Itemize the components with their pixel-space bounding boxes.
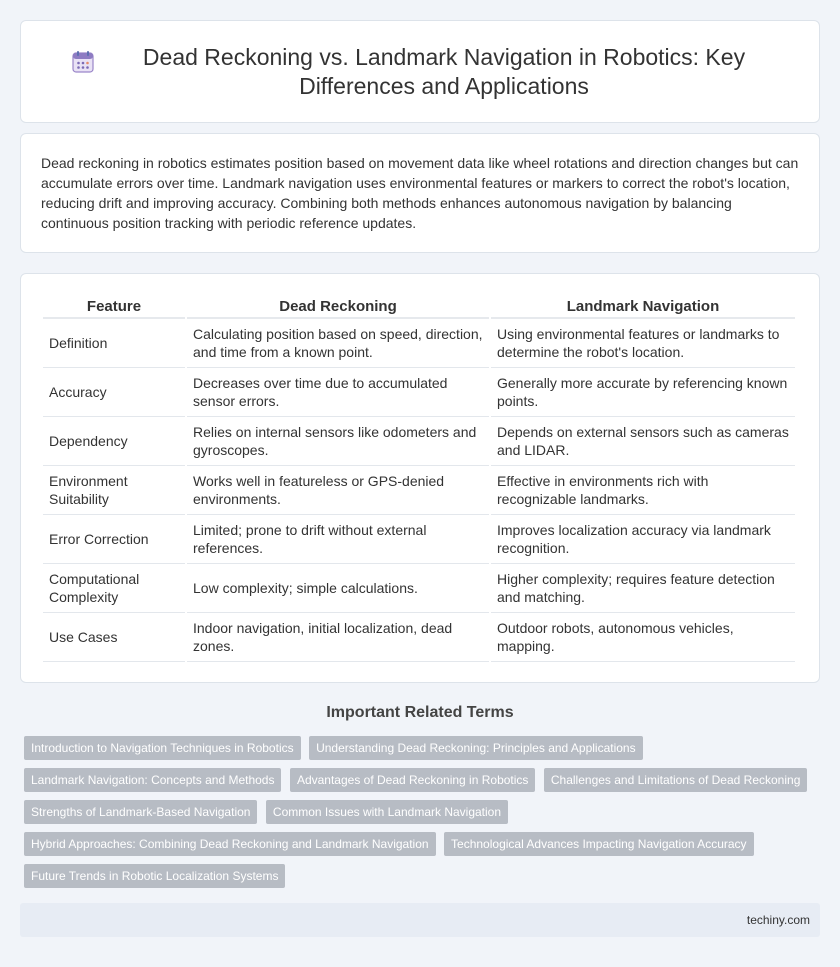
related-term-tag[interactable]: Understanding Dead Reckoning: Principles and Applications [309,736,643,760]
landmark-cell: Improves localization accuracy via landmark recognition. [491,515,795,564]
related-term-tag[interactable]: Technological Advances Impacting Navigation Accuracy [444,832,754,856]
feature-cell: Definition [43,319,185,368]
column-header-feature: Feature [43,295,185,319]
landmark-cell: Outdoor robots, autonomous vehicles, mapping. [491,613,795,662]
intro-card [20,133,820,253]
dead-reckoning-cell: Works well in featureless or GPS-denied environments. [187,466,489,515]
table-row [43,319,795,368]
landmark-cell: Effective in environments rich with recognizable landmarks. [491,466,795,515]
dead-reckoning-cell: Low complexity; simple calculations. [187,564,489,613]
dead-reckoning-cell: Relies on internal sensors like odometers and gyroscopes. [187,417,489,466]
feature-cell: Environment Suitability [43,466,185,515]
page-title: Dead Reckoning vs. Landmark Navigation in Robotics: Key Differences and Applications [142,43,746,99]
related-term-tag[interactable]: Landmark Navigation: Concepts and Methods [24,768,281,792]
related-term-tag[interactable]: Hybrid Approaches: Combining Dead Reckoning and Landmark Navigation [24,832,436,856]
table-row [43,368,795,417]
intro-paragraph: Dead reckoning in robotics estimates position based on movement data like wheel rotations and direction changes but can accumulate errors over time. Landmark navigation uses environmental features or markers to correct the robot's location, reducing drift and improving accuracy. Combining both methods enhances autonomous navigation by balancing continuous position tracking with periodic reference updates. [41,155,799,231]
comparison-card [20,273,820,683]
table-row [43,564,795,613]
table-row [43,515,795,564]
related-term-tag[interactable]: Challenges and Limitations of Dead Reckoning [544,768,808,792]
column-header-dead-reckoning: Dead Reckoning [187,295,489,319]
related-term-tag[interactable]: Advantages of Dead Reckoning in Robotics [290,768,535,792]
feature-cell: Accuracy [43,368,185,417]
related-term-tag[interactable]: Future Trends in Robotic Localization Systems [24,864,285,888]
footer [20,903,820,937]
related-term-tag[interactable]: Introduction to Navigation Techniques in Robotics [24,736,301,760]
calendar-icon [70,49,96,75]
table-header-row [43,295,795,319]
column-header-landmark-navigation: Landmark Navigation [491,295,795,319]
dead-reckoning-cell: Calculating position based on speed, direction, and time from a known point. [187,319,489,368]
feature-cell: Use Cases [43,613,185,662]
table-row [43,417,795,466]
landmark-cell: Depends on external sensors such as cameras and LIDAR. [491,417,795,466]
related-terms-heading: Important Related Terms [326,704,514,721]
dead-reckoning-cell: Limited; prone to drift without external references. [187,515,489,564]
landmark-cell: Using environmental features or landmarks to determine the robot's location. [491,319,795,368]
related-terms-list [24,736,814,896]
related-term-tag[interactable]: Strengths of Landmark-Based Navigation [24,800,257,824]
comparison-table [41,295,797,662]
title-card [20,20,820,123]
table-row [43,613,795,662]
feature-cell: Dependency [43,417,185,466]
landmark-cell: Generally more accurate by referencing known points. [491,368,795,417]
dead-reckoning-cell: Indoor navigation, initial localization, dead zones. [187,613,489,662]
table-row [43,466,795,515]
footer-site-link[interactable]: techiny.com [746,913,810,927]
title-wrap [70,43,770,101]
dead-reckoning-cell: Decreases over time due to accumulated sensor errors. [187,368,489,417]
feature-cell: Computational Complexity [43,564,185,613]
landmark-cell: Higher complexity; requires feature detection and matching. [491,564,795,613]
feature-cell: Error Correction [43,515,185,564]
related-term-tag[interactable]: Common Issues with Landmark Navigation [266,800,508,824]
